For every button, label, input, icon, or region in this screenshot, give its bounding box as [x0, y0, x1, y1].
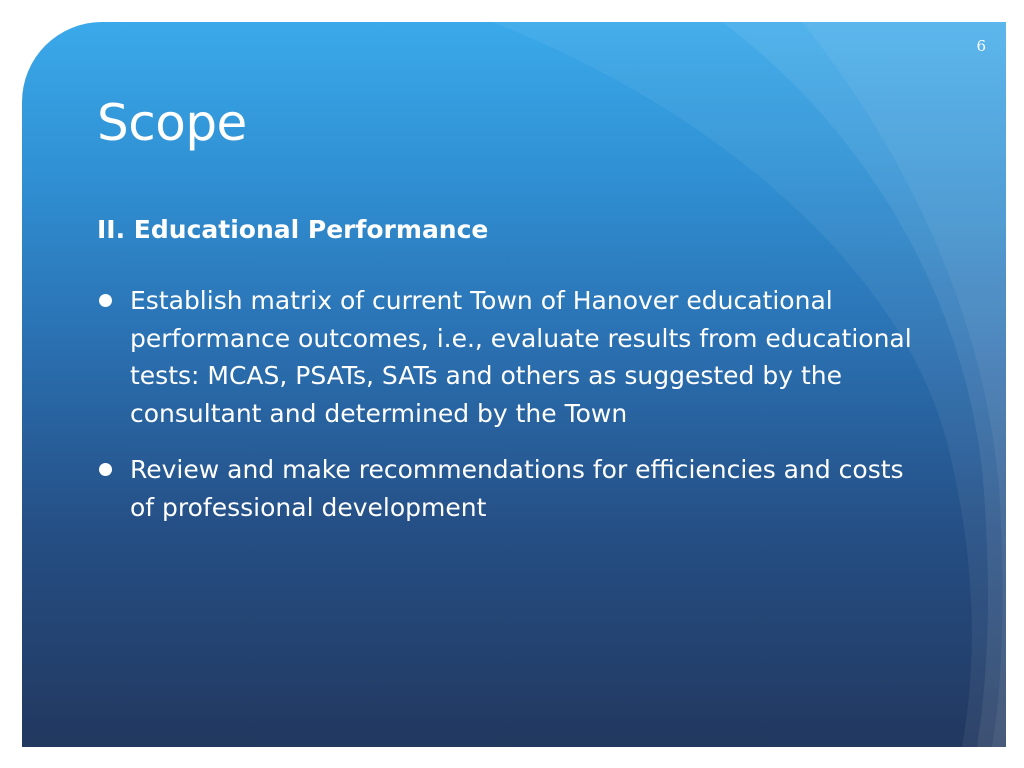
filled-circle-bullet-icon [99, 463, 112, 476]
slide-number: 6 [976, 37, 986, 55]
filled-circle-bullet-icon [99, 294, 112, 307]
bullet-list [97, 282, 927, 545]
slide [22, 22, 1006, 747]
bullet-item [97, 451, 927, 526]
bullet-item [97, 282, 927, 432]
section-heading: II. Educational Performance [97, 215, 489, 244]
slide-title: Scope [97, 94, 247, 152]
bullet-text: Establish matrix of current Town of Hanover educational performance outcomes, i.e., evaluate results from educational tests: MCAS, PSATs, SATs and others as suggested by the consultant and determined by the Town [130, 286, 912, 428]
bullet-text: Review and make recommendations for efficiencies and costs of professional development [130, 455, 904, 522]
